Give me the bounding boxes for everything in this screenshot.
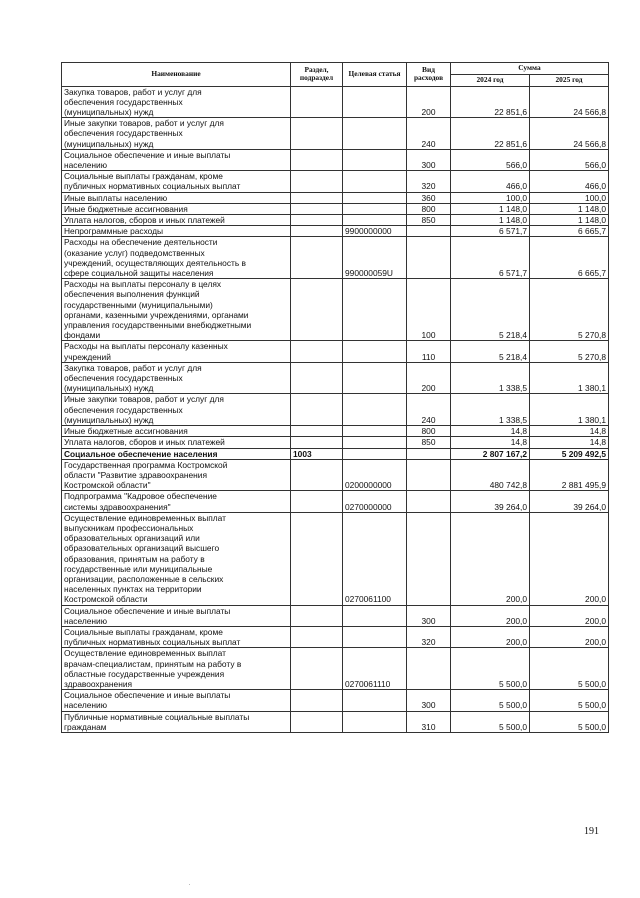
cell-name: Непрограммные расходы (62, 226, 291, 237)
cell-amount-2024: 1 338,5 (451, 362, 530, 394)
header-name: Наименование (62, 63, 291, 87)
cell-expense-type: 360 (407, 192, 451, 203)
cell-target-article (343, 605, 407, 626)
cell-name: Иные закупки товаров, работ и услуг для обеспечения государственных (муниципальных) нужд (62, 394, 291, 426)
cell-target-article (343, 341, 407, 362)
cell-amount-2025: 14,8 (530, 426, 609, 437)
cell-amount-2024: 566,0 (451, 149, 530, 170)
cell-expense-type (407, 226, 451, 237)
cell-target-article (343, 362, 407, 394)
cell-section (291, 711, 343, 732)
table-header (62, 63, 609, 87)
cell-expense-type: 200 (407, 362, 451, 394)
cell-target-article (343, 426, 407, 437)
cell-expense-type: 800 (407, 426, 451, 437)
cell-name: Расходы на выплаты персоналу казенных учреждений (62, 341, 291, 362)
cell-name: Расходы на выплаты персоналу в целях обеспечения выполнения функций государственными (муниципальными) органами, казенными учреждениями, органами управления государственными внебюджетными фондами (62, 279, 291, 341)
cell-amount-2025: 2 881 495,9 (530, 459, 609, 491)
table-row (62, 394, 609, 426)
cell-name: Подпрограмма "Кадровое обеспечение системы здравоохранения" (62, 491, 291, 512)
cell-amount-2024: 39 264,0 (451, 491, 530, 512)
cell-name: Публичные нормативные социальные выплаты гражданам (62, 711, 291, 732)
cell-section (291, 237, 343, 279)
cell-name: Уплата налогов, сборов и иных платежей (62, 437, 291, 448)
cell-section (291, 512, 343, 605)
table-row (62, 512, 609, 605)
cell-section (291, 203, 343, 214)
cell-name: Иные закупки товаров, работ и услуг для обеспечения государственных (муниципальных) нужд (62, 118, 291, 150)
cell-expense-type: 320 (407, 171, 451, 192)
cell-name: Осуществление единовременных выплат выпускникам профессиональных образовательных организаций или образовательных организаций высшего образования, принятым на работу в государственные или муниципальные организации, расположенные в сельских населенных пунктах на территории Костромской области (62, 512, 291, 605)
cell-section (291, 149, 343, 170)
cell-section (291, 362, 343, 394)
cell-expense-type (407, 448, 451, 459)
cell-amount-2025: 1 148,0 (530, 215, 609, 226)
table-row (62, 362, 609, 394)
cell-expense-type: 850 (407, 215, 451, 226)
cell-expense-type: 300 (407, 605, 451, 626)
cell-amount-2024: 5 218,4 (451, 341, 530, 362)
cell-amount-2025: 1 380,1 (530, 362, 609, 394)
cell-section (291, 279, 343, 341)
cell-target-article (343, 711, 407, 732)
cell-name: Закупка товаров, работ и услуг для обеспечения государственных (муниципальных) нужд (62, 86, 291, 118)
cell-target-article: 9900000000 (343, 226, 407, 237)
cell-name: Социальные выплаты гражданам, кроме публичных нормативных социальных выплат (62, 171, 291, 192)
header-year-2025: 2025 год (530, 75, 609, 87)
header-section: Раздел, подраздел (291, 63, 343, 87)
header-target: Целевая статья (343, 63, 407, 87)
cell-section (291, 626, 343, 647)
cell-amount-2024: 5 500,0 (451, 711, 530, 732)
cell-section (291, 226, 343, 237)
cell-expense-type: 300 (407, 149, 451, 170)
cell-section (291, 341, 343, 362)
cell-amount-2024: 1 338,5 (451, 394, 530, 426)
table-row (62, 648, 609, 690)
cell-amount-2024: 200,0 (451, 626, 530, 647)
cell-target-article: 990000059U (343, 237, 407, 279)
table-row (62, 226, 609, 237)
cell-amount-2025: 5 270,8 (530, 341, 609, 362)
scan-speck (189, 884, 190, 885)
cell-section (291, 459, 343, 491)
cell-amount-2024: 1 148,0 (451, 203, 530, 214)
header-sum: Сумма (451, 63, 609, 75)
table-row (62, 192, 609, 203)
cell-expense-type: 110 (407, 341, 451, 362)
cell-amount-2024: 2 807 167,2 (451, 448, 530, 459)
cell-amount-2025: 5 209 492,5 (530, 448, 609, 459)
header-type: Вид расходов (407, 63, 451, 87)
cell-section (291, 690, 343, 711)
table-row (62, 215, 609, 226)
cell-amount-2025: 6 665,7 (530, 237, 609, 279)
cell-expense-type (407, 491, 451, 512)
cell-section (291, 648, 343, 690)
cell-expense-type: 800 (407, 203, 451, 214)
cell-target-article (343, 690, 407, 711)
cell-name: Иные бюджетные ассигнования (62, 426, 291, 437)
cell-section (291, 192, 343, 203)
cell-section (291, 605, 343, 626)
cell-target-article (343, 118, 407, 150)
cell-amount-2025: 566,0 (530, 149, 609, 170)
cell-expense-type: 240 (407, 394, 451, 426)
cell-amount-2024: 480 742,8 (451, 459, 530, 491)
cell-target-article (343, 192, 407, 203)
table-row (62, 149, 609, 170)
cell-expense-type (407, 512, 451, 605)
cell-amount-2024: 14,8 (451, 426, 530, 437)
cell-name: Осуществление единовременных выплат врачам-специалистам, принятым на работу в областные государственные учреждения здравоохранения (62, 648, 291, 690)
cell-amount-2024: 22 851,6 (451, 86, 530, 118)
cell-target-article: 0200000000 (343, 459, 407, 491)
page-number: 191 (584, 826, 599, 837)
cell-amount-2025: 24 566,8 (530, 86, 609, 118)
cell-amount-2025: 200,0 (530, 605, 609, 626)
cell-name: Иные выплаты населению (62, 192, 291, 203)
table-row (62, 279, 609, 341)
cell-amount-2025: 39 264,0 (530, 491, 609, 512)
cell-amount-2025: 200,0 (530, 626, 609, 647)
cell-section: 1003 (291, 448, 343, 459)
table-row (62, 690, 609, 711)
cell-amount-2024: 200,0 (451, 605, 530, 626)
cell-target-article (343, 215, 407, 226)
table-row (62, 426, 609, 437)
table-row (62, 237, 609, 279)
cell-expense-type: 320 (407, 626, 451, 647)
cell-section (291, 426, 343, 437)
cell-target-article (343, 149, 407, 170)
cell-target-article (343, 437, 407, 448)
table-row (62, 118, 609, 150)
cell-name: Социальное обеспечение и иные выплаты населению (62, 690, 291, 711)
table-row (62, 711, 609, 732)
cell-expense-type: 100 (407, 279, 451, 341)
cell-expense-type (407, 459, 451, 491)
cell-amount-2024: 5 218,4 (451, 279, 530, 341)
cell-amount-2025: 6 665,7 (530, 226, 609, 237)
cell-expense-type: 200 (407, 86, 451, 118)
cell-expense-type: 300 (407, 690, 451, 711)
cell-amount-2025: 5 270,8 (530, 279, 609, 341)
cell-amount-2024: 6 571,7 (451, 237, 530, 279)
cell-amount-2025: 5 500,0 (530, 648, 609, 690)
table-row (62, 491, 609, 512)
cell-section (291, 491, 343, 512)
cell-amount-2025: 200,0 (530, 512, 609, 605)
table-row (62, 448, 609, 459)
cell-expense-type: 850 (407, 437, 451, 448)
cell-target-article (343, 279, 407, 341)
cell-expense-type: 310 (407, 711, 451, 732)
cell-section (291, 171, 343, 192)
cell-amount-2025: 5 500,0 (530, 711, 609, 732)
cell-target-article: 0270061100 (343, 512, 407, 605)
cell-amount-2025: 1 148,0 (530, 203, 609, 214)
cell-section (291, 118, 343, 150)
table-row (62, 437, 609, 448)
cell-target-article: 0270000000 (343, 491, 407, 512)
cell-name: Иные бюджетные ассигнования (62, 203, 291, 214)
cell-section (291, 437, 343, 448)
cell-name: Социальные выплаты гражданам, кроме публичных нормативных социальных выплат (62, 626, 291, 647)
cell-amount-2024: 100,0 (451, 192, 530, 203)
cell-name: Социальное обеспечение населения (62, 448, 291, 459)
cell-target-article (343, 171, 407, 192)
table-row (62, 605, 609, 626)
cell-section (291, 394, 343, 426)
table-row (62, 171, 609, 192)
table-row (62, 459, 609, 491)
cell-expense-type (407, 648, 451, 690)
cell-amount-2024: 5 500,0 (451, 648, 530, 690)
cell-name: Социальное обеспечение и иные выплаты населению (62, 605, 291, 626)
cell-amount-2025: 24 566,8 (530, 118, 609, 150)
cell-amount-2025: 466,0 (530, 171, 609, 192)
cell-amount-2025: 1 380,1 (530, 394, 609, 426)
cell-amount-2024: 200,0 (451, 512, 530, 605)
cell-amount-2024: 22 851,6 (451, 118, 530, 150)
cell-amount-2025: 5 500,0 (530, 690, 609, 711)
cell-section (291, 215, 343, 226)
cell-amount-2025: 14,8 (530, 437, 609, 448)
cell-target-article (343, 448, 407, 459)
cell-amount-2024: 5 500,0 (451, 690, 530, 711)
header-year-2024: 2024 год (451, 75, 530, 87)
cell-amount-2025: 100,0 (530, 192, 609, 203)
table-row (62, 626, 609, 647)
table-row (62, 341, 609, 362)
cell-target-article: 0270061110 (343, 648, 407, 690)
cell-name: Государственная программа Костромской области "Развитие здравоохранения Костромской области" (62, 459, 291, 491)
cell-target-article (343, 626, 407, 647)
table-body (62, 86, 609, 732)
cell-section (291, 86, 343, 118)
cell-amount-2024: 14,8 (451, 437, 530, 448)
cell-amount-2024: 466,0 (451, 171, 530, 192)
cell-name: Социальное обеспечение и иные выплаты населению (62, 149, 291, 170)
budget-table (61, 62, 609, 733)
table-row (62, 203, 609, 214)
table-row (62, 86, 609, 118)
cell-expense-type: 240 (407, 118, 451, 150)
cell-name: Уплата налогов, сборов и иных платежей (62, 215, 291, 226)
cell-amount-2024: 1 148,0 (451, 215, 530, 226)
cell-target-article (343, 86, 407, 118)
cell-target-article (343, 394, 407, 426)
cell-expense-type (407, 237, 451, 279)
cell-amount-2024: 6 571,7 (451, 226, 530, 237)
cell-name: Закупка товаров, работ и услуг для обеспечения государственных (муниципальных) нужд (62, 362, 291, 394)
cell-name: Расходы на обеспечение деятельности (оказание услуг) подведомственных учреждений, осуществляющих деятельность в сфере социальной защиты населения (62, 237, 291, 279)
cell-target-article (343, 203, 407, 214)
